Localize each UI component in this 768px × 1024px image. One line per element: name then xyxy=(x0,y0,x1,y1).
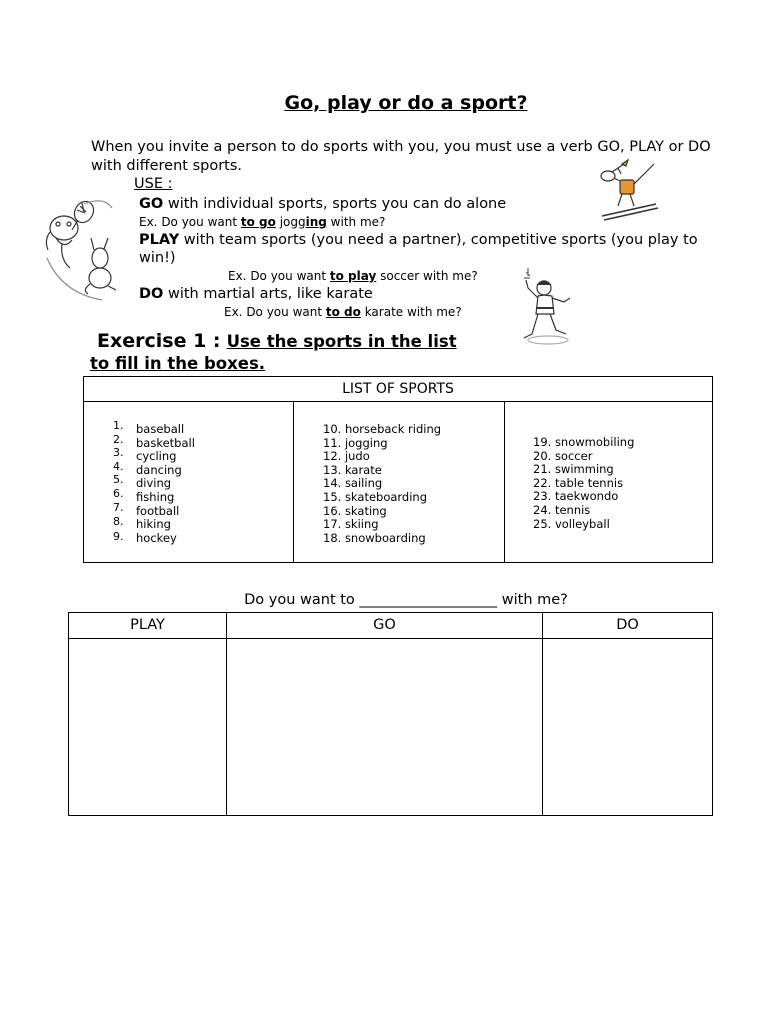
sport-item: 23. taekwondo xyxy=(533,489,619,504)
example-go-bold2: ing xyxy=(305,215,327,229)
sport-number: 9. xyxy=(113,529,124,543)
rule-go xyxy=(139,195,506,213)
go-column-header: GO xyxy=(227,613,542,639)
sport-item: basketball xyxy=(136,435,195,450)
rule-play xyxy=(139,231,719,267)
sport-item: fishing xyxy=(136,490,175,504)
sport-item: diving xyxy=(136,476,172,491)
sport-item: 12. judo xyxy=(323,449,370,464)
rule-do-verb: DO xyxy=(139,286,164,302)
sport-item: football xyxy=(136,503,180,518)
skier-clipart xyxy=(598,160,660,224)
example-go-mid: jogg xyxy=(275,215,306,229)
sports-column-3 xyxy=(505,402,712,563)
sports-column-2 xyxy=(294,402,505,563)
sport-item: 10. horseback riding xyxy=(323,422,442,436)
use-label: USE : xyxy=(134,176,173,192)
sport-number: 3. xyxy=(113,446,124,460)
example-do-pre: Ex. Do you want xyxy=(224,305,326,319)
example-go-post: with me? xyxy=(326,215,386,229)
do-answer-cell[interactable] xyxy=(543,639,712,815)
example-go-pre: Ex. Do you want xyxy=(139,215,241,229)
sport-number: 8. xyxy=(113,515,124,529)
example-do xyxy=(224,305,462,319)
fill-in-question: Do you want to ___________________ with me? xyxy=(244,592,568,608)
sport-item: 16. skating xyxy=(323,503,387,518)
sport-item: 25. volleyball xyxy=(533,516,610,531)
play-column xyxy=(69,613,227,815)
sport-item: 19. snowmobiling xyxy=(533,435,635,449)
rule-do-text: with martial arts, like karate xyxy=(163,286,373,302)
go-answer-cell[interactable] xyxy=(227,639,542,815)
example-go-bold: to go xyxy=(240,215,276,229)
sport-item: 24. tennis xyxy=(533,503,591,517)
sport-item: 20. soccer xyxy=(533,448,593,463)
do-column-header: DO xyxy=(543,613,712,639)
example-go xyxy=(139,215,385,229)
do-column xyxy=(543,613,712,815)
sport-number: 5. xyxy=(113,473,124,487)
sport-item: 13. karate xyxy=(323,462,382,477)
sport-item: hockey xyxy=(136,530,177,545)
sport-number: 6. xyxy=(113,487,124,500)
tennis-animals-clipart xyxy=(42,198,127,303)
rule-do xyxy=(139,285,373,303)
sport-item: dancing xyxy=(136,462,182,477)
example-do-bold: to do xyxy=(325,305,361,319)
intro-paragraph: When you invite a person to do sports with you, you must use a verb GO, PLAY or DO with different sports. xyxy=(91,139,711,174)
sport-item: cycling xyxy=(136,449,177,464)
sport-item: 21. swimming xyxy=(533,462,614,477)
sport-number: 4. xyxy=(113,459,124,473)
karate-kid-clipart xyxy=(520,268,576,348)
sport-number: 1. xyxy=(113,419,124,432)
example-play-post: soccer with me? xyxy=(376,269,478,283)
sports-list-header: LIST OF SPORTS xyxy=(84,377,712,402)
rule-go-verb: GO xyxy=(139,196,164,212)
example-play-pre: Ex. Do you want xyxy=(228,269,330,283)
exercise-instruction-2: to fill in the boxes. xyxy=(90,354,266,373)
sport-number: 7. xyxy=(113,500,124,514)
sports-column-1 xyxy=(84,402,294,563)
rule-play-text: with team sports (you need a partner), competitive sports (you play to win!) xyxy=(139,232,698,266)
sport-item: 15. skateboarding xyxy=(323,490,428,504)
exercise-heading xyxy=(97,330,457,352)
example-do-post: karate with me? xyxy=(360,305,462,319)
sport-item: 22. table tennis xyxy=(533,475,624,490)
exercise-label: Exercise 1 : xyxy=(97,330,221,352)
play-column-header: PLAY xyxy=(69,613,226,639)
sports-list-box xyxy=(83,376,713,563)
go-column xyxy=(227,613,543,815)
play-answer-cell[interactable] xyxy=(69,639,226,815)
example-play xyxy=(228,269,478,283)
exercise-instruction-1: Use the sports in the list xyxy=(226,332,457,351)
sport-item: 18. snowboarding xyxy=(323,530,426,545)
rule-play-verb: PLAY xyxy=(139,232,180,248)
sport-item: 11. jogging xyxy=(323,435,388,450)
rule-go-text: with individual sports, sports you can do alone xyxy=(163,196,507,212)
sport-item: 17. skiing xyxy=(323,517,379,532)
sport-item: hiking xyxy=(136,517,171,532)
sport-item: baseball xyxy=(136,422,185,436)
sport-number: 2. xyxy=(113,432,124,446)
example-play-bold: to play xyxy=(329,269,377,283)
page-title: Go, play or do a sport? xyxy=(284,92,528,114)
sorting-table xyxy=(68,612,713,816)
sport-item: 14. sailing xyxy=(323,476,383,491)
